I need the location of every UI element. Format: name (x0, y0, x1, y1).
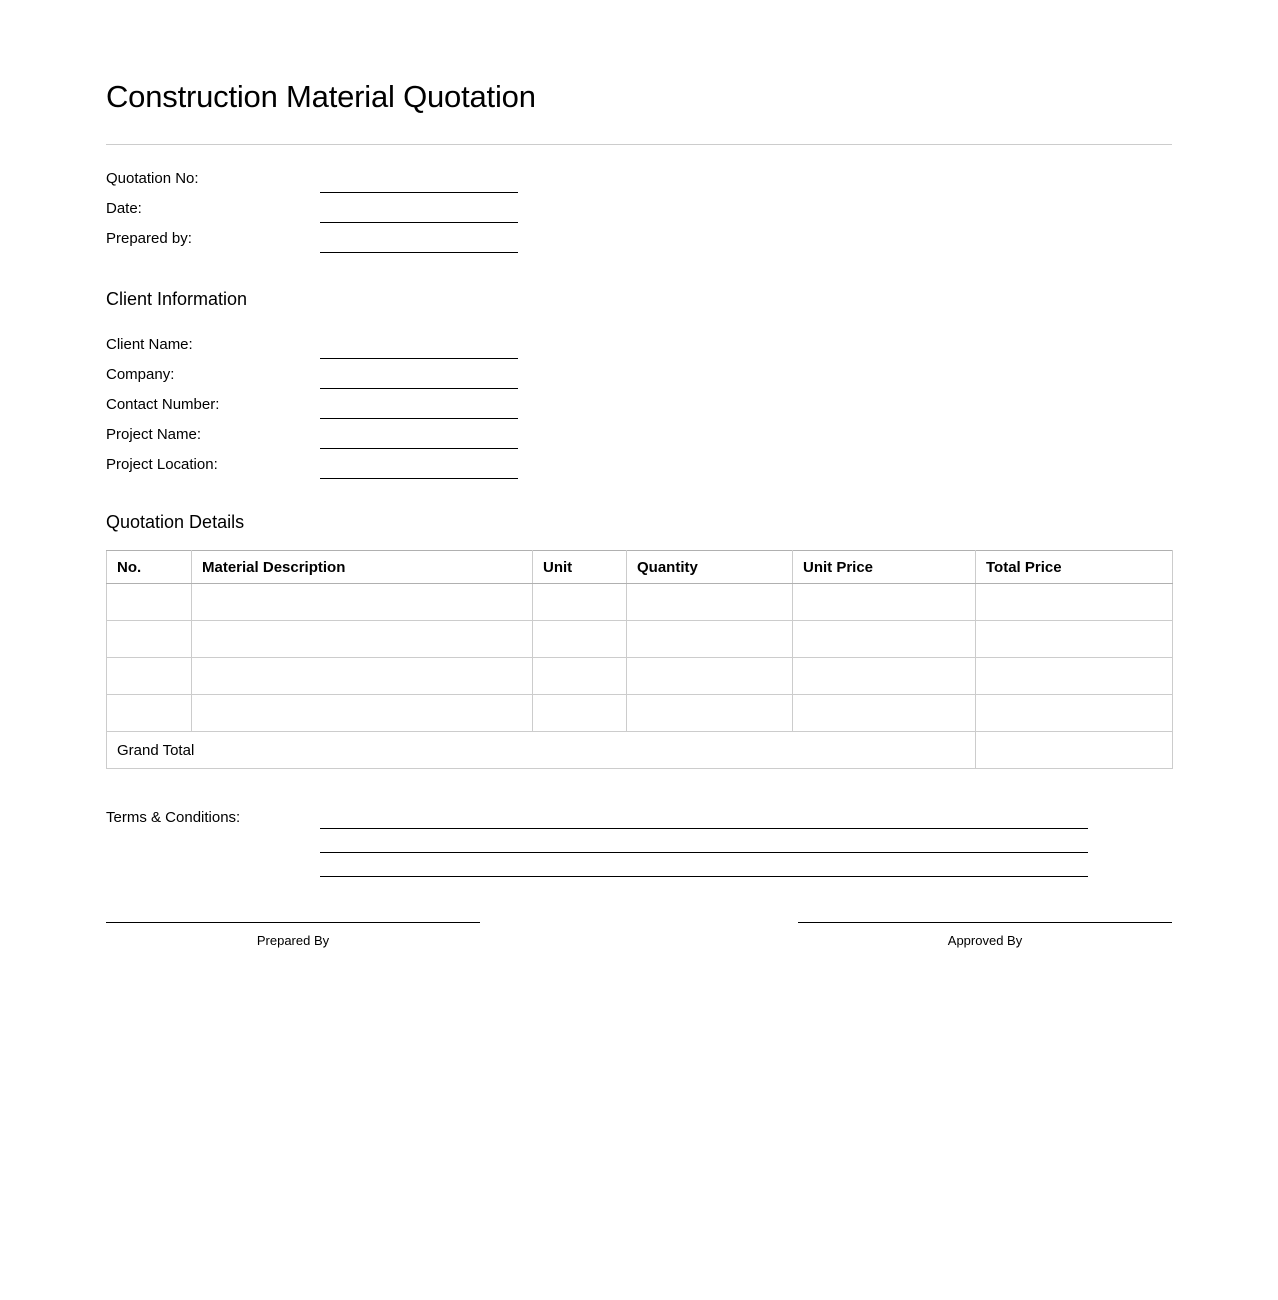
cell-quantity[interactable] (627, 621, 793, 658)
cell-description[interactable] (192, 695, 533, 732)
terms-lines-group (320, 805, 1088, 877)
field-row-project-name (106, 419, 1172, 449)
cell-unit[interactable] (533, 695, 627, 732)
quotation-details-table (106, 550, 1173, 769)
input-project-location[interactable] (320, 456, 518, 479)
table-row (107, 584, 1173, 621)
table-row (107, 695, 1173, 732)
grand-total-row (107, 732, 1173, 769)
signature-caption-prepared-by: Prepared By (256, 933, 330, 948)
page-title: Construction Material Quotation (106, 79, 536, 114)
column-header-total-price: Total Price (976, 551, 1173, 584)
column-header-no: No. (107, 551, 192, 584)
field-row-contact-number (106, 389, 1172, 419)
label-prepared-by: Prepared by: (106, 230, 192, 247)
table-body (107, 584, 1173, 732)
cell-no[interactable] (107, 584, 192, 621)
label-project-location: Project Location: (106, 456, 218, 473)
label-date: Date: (106, 200, 142, 217)
label-company: Company: (106, 366, 175, 383)
input-contact-number[interactable] (320, 396, 518, 419)
cell-description[interactable] (192, 658, 533, 695)
input-terms-line-1[interactable] (320, 805, 1088, 829)
section-heading-client-information: Client Information (106, 289, 248, 309)
column-header-quantity: Quantity (627, 551, 793, 584)
cell-no[interactable] (107, 621, 192, 658)
cell-quantity[interactable] (627, 695, 793, 732)
terms-and-conditions-section (106, 805, 1172, 877)
label-contact-number: Contact Number: (106, 396, 220, 413)
input-client-name[interactable] (320, 336, 518, 359)
section-heading-quotation-details: Quotation Details (106, 512, 245, 532)
cell-total-price[interactable] (976, 621, 1173, 658)
table-row (107, 621, 1173, 658)
field-row-prepared-by (106, 223, 1172, 253)
input-company[interactable] (320, 366, 518, 389)
cell-unit[interactable] (533, 658, 627, 695)
signature-section (106, 922, 1172, 950)
client-fields-group (106, 329, 1172, 479)
cell-unit-price[interactable] (793, 658, 976, 695)
grand-total-value[interactable] (976, 732, 1173, 769)
column-header-material-description: Material Description (192, 551, 533, 584)
cell-total-price[interactable] (976, 695, 1173, 732)
input-terms-line-3[interactable] (320, 853, 1088, 877)
input-prepared-by[interactable] (320, 230, 518, 253)
label-project-name: Project Name: (106, 426, 202, 443)
column-header-unit: Unit (533, 551, 627, 584)
label-client-name: Client Name: (106, 336, 193, 353)
field-row-client-name (106, 329, 1172, 359)
cell-total-price[interactable] (976, 584, 1173, 621)
table-footer (107, 732, 1173, 769)
input-quotation-no[interactable] (320, 170, 518, 193)
cell-total-price[interactable] (976, 658, 1173, 695)
signature-prepared-by (106, 922, 480, 950)
field-row-project-location (106, 449, 1172, 479)
cell-no[interactable] (107, 695, 192, 732)
cell-unit[interactable] (533, 584, 627, 621)
cell-unit[interactable] (533, 621, 627, 658)
signature-approved-by (798, 922, 1172, 950)
signature-caption-approved-by: Approved By (947, 933, 1023, 948)
cell-no[interactable] (107, 658, 192, 695)
field-row-company (106, 359, 1172, 389)
cell-unit-price[interactable] (793, 584, 976, 621)
title-divider (106, 144, 1172, 145)
table-header-row (107, 551, 1173, 584)
cell-unit-price[interactable] (793, 621, 976, 658)
field-row-quotation-no (106, 163, 1172, 193)
input-project-name[interactable] (320, 426, 518, 449)
cell-description[interactable] (192, 621, 533, 658)
label-terms-and-conditions: Terms & Conditions: (106, 809, 241, 826)
grand-total-label: Grand Total (107, 732, 976, 769)
cell-unit-price[interactable] (793, 695, 976, 732)
cell-description[interactable] (192, 584, 533, 621)
header-fields-group (106, 163, 1172, 253)
input-date[interactable] (320, 200, 518, 223)
field-row-date (106, 193, 1172, 223)
cell-quantity[interactable] (627, 658, 793, 695)
table-row (107, 658, 1173, 695)
quotation-document (106, 78, 1172, 950)
column-header-unit-price: Unit Price (793, 551, 976, 584)
cell-quantity[interactable] (627, 584, 793, 621)
input-terms-line-2[interactable] (320, 829, 1088, 853)
table-header (107, 551, 1173, 584)
label-quotation-no: Quotation No: (106, 170, 199, 187)
